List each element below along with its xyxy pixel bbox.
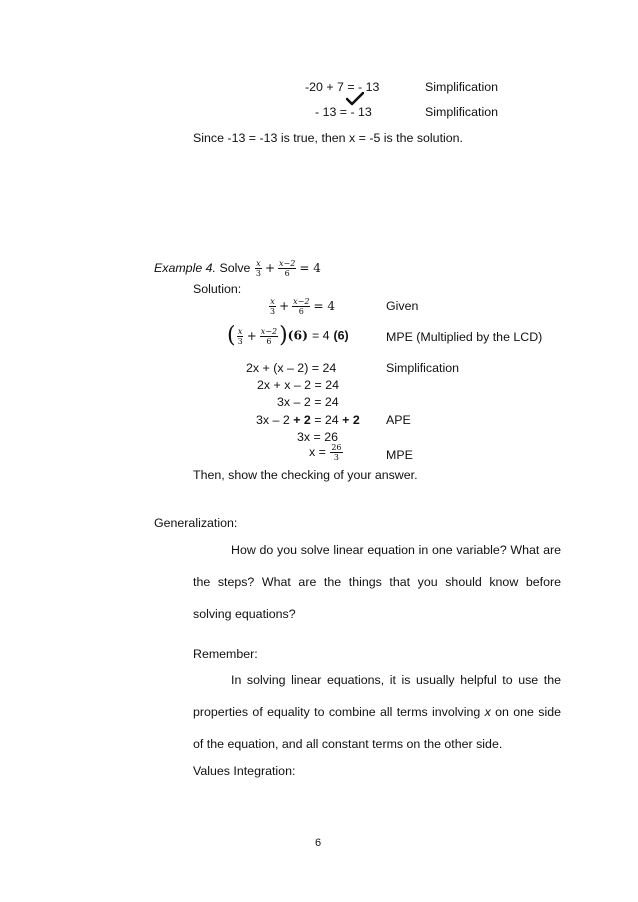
final-equation: x = $\frac{26}{3}$ [309,443,342,462]
step-2-equation: 2x + x – 2 = 24 [257,378,339,392]
mpe-equation: ( $\frac{x}{3}$ + $\frac{x-2}{6}$ )(6) = 4 (6) [227,323,349,348]
ape-reason: APE [386,413,411,427]
solve-word: Solve [219,261,251,275]
mpe-reason: MPE (Multiplied by the LCD) [386,330,543,344]
check-equation-1: -20 + 7 = - 13 [305,80,380,94]
check-reason-1: Simplification [425,80,498,94]
values-heading: Values Integration: [193,764,296,778]
example-heading [154,259,323,278]
conclusion-text: Since -13 = -13 is true, then x = -5 is the solution. [193,131,463,145]
ape-equation: 3x – 2 + 2 = 24 + 2 [256,413,360,427]
checking-instruction: Then, show the checking of your answer. [193,468,418,482]
step-3-equation: 3x – 2 = 24 [277,395,339,409]
remember-body: In solving linear equations, it is usually helpful to use the properties of equality to combine all terms involving x on one side of the equation, and all constant terms on the other side. [193,673,561,751]
given-equation: $\frac{x}{3}$ + $\frac{x-2}{6}$ = 4 [270,297,335,316]
step-3x-equation: 3x = 26 [297,430,338,444]
check-equation-2: - 13 = - 13 [315,105,372,119]
example-equation: $\frac{x}{3}$ + $\frac{x-2}{6}$ = 4 [255,259,321,278]
step-1-reason: Simplification [386,361,459,375]
remember-heading: Remember: [193,647,258,661]
generalization-heading: Generalization: [154,516,238,530]
given-reason: Given [386,299,419,313]
example-label: Example 4. [154,261,216,275]
final-reason: MPE [386,448,413,462]
generalization-body: How do you solve linear equation in one variable? What are the steps? What are the things that you should know before solving equations? [193,543,561,621]
step-1-equation: 2x + (x – 2) = 24 [246,361,337,375]
page-number: 6 [315,837,322,849]
check-reason-2: Simplification [425,105,498,119]
solution-label: Solution: [193,282,242,296]
